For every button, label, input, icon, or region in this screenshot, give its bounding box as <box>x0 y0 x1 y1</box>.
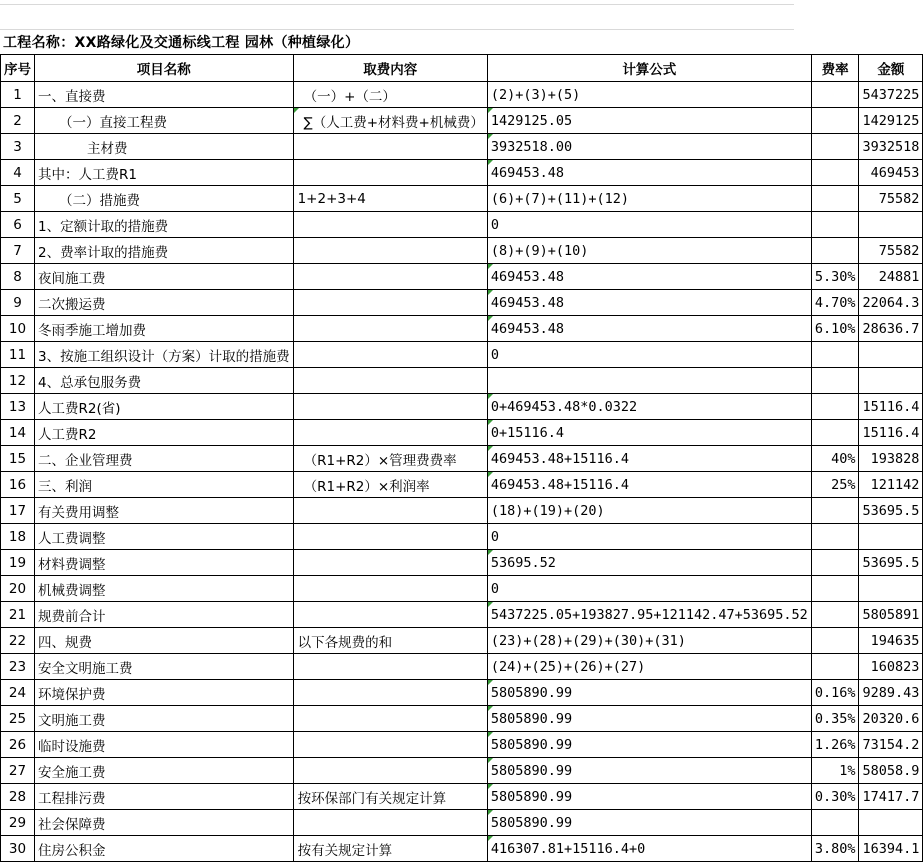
header-name[interactable]: 项目名称 <box>35 55 294 82</box>
cell-rate[interactable] <box>811 342 859 368</box>
cell-rate[interactable]: 25% <box>811 472 859 498</box>
cell-formula[interactable]: 53695.52 <box>487 550 811 576</box>
cell-seq[interactable]: 18 <box>1 524 35 550</box>
header-seq[interactable]: 序号 <box>1 55 35 82</box>
cell-name[interactable]: 安全文明施工费 <box>35 654 294 680</box>
cell-name[interactable]: 机械费调整 <box>35 576 294 602</box>
cell-name[interactable]: 2、费率计取的措施费 <box>35 238 294 264</box>
table-row <box>1 758 923 784</box>
cell-content[interactable]: ∑（人工费+材料费+机械费） <box>293 108 487 134</box>
cell-formula[interactable]: (8)+(9)+(10) <box>487 238 811 264</box>
cell-rate[interactable] <box>811 134 859 160</box>
cell-formula[interactable]: 469453.48+15116.4 <box>487 446 811 472</box>
cell-formula[interactable]: (18)+(19)+(20) <box>487 498 811 524</box>
cell-name[interactable]: 二、企业管理费 <box>35 446 294 472</box>
cell-seq[interactable]: 3 <box>1 134 35 160</box>
cell-name[interactable]: 其中：人工费R1 <box>35 160 294 186</box>
cell-content[interactable] <box>293 732 487 758</box>
table-row <box>1 290 923 316</box>
cell-rate[interactable]: 0.16% <box>811 680 859 706</box>
cell-seq[interactable]: 28 <box>1 784 35 810</box>
cell-content[interactable] <box>293 576 487 602</box>
cell-seq[interactable]: 4 <box>1 160 35 186</box>
cell-amount[interactable] <box>859 810 923 836</box>
cell-seq[interactable]: 19 <box>1 550 35 576</box>
cell-rate[interactable] <box>811 160 859 186</box>
cell-amount[interactable] <box>859 212 923 238</box>
cell-amount[interactable]: 193828 <box>859 446 923 472</box>
table-row <box>1 82 923 108</box>
header-content[interactable]: 取费内容 <box>293 55 487 82</box>
cell-seq[interactable]: 2 <box>1 108 35 134</box>
cell-rate[interactable] <box>811 212 859 238</box>
cell-name[interactable]: 一、直接费 <box>35 82 294 108</box>
cell-amount[interactable]: 160823 <box>859 654 923 680</box>
cell-amount[interactable] <box>859 576 923 602</box>
table-row <box>1 576 923 602</box>
cell-content[interactable] <box>293 550 487 576</box>
cell-name[interactable]: 社会保障费 <box>35 810 294 836</box>
cell-amount[interactable]: 28636.7 <box>859 316 923 342</box>
header-amount[interactable]: 金额 <box>859 55 923 82</box>
table-row <box>1 368 923 394</box>
cell-amount[interactable]: 194635 <box>859 628 923 654</box>
cell-name[interactable]: 四、规费 <box>35 628 294 654</box>
cell-name[interactable]: 工程排污费 <box>35 784 294 810</box>
cell-content[interactable]: 按有关规定计算 <box>293 836 487 862</box>
table-row <box>1 446 923 472</box>
cell-content[interactable] <box>293 160 487 186</box>
cell-amount[interactable]: 20320.6 <box>859 706 923 732</box>
cell-rate[interactable]: 1% <box>811 758 859 784</box>
cell-seq[interactable]: 27 <box>1 758 35 784</box>
cell-amount[interactable] <box>859 524 923 550</box>
cell-seq[interactable]: 13 <box>1 394 35 420</box>
cell-rate[interactable] <box>811 82 859 108</box>
table-row <box>1 550 923 576</box>
cell-amount[interactable]: 121142 <box>859 472 923 498</box>
cell-content[interactable] <box>293 394 487 420</box>
cell-content[interactable] <box>293 810 487 836</box>
table-row <box>1 732 923 758</box>
cell-formula[interactable]: 0 <box>487 524 811 550</box>
cell-amount[interactable] <box>859 368 923 394</box>
cell-content[interactable] <box>293 680 487 706</box>
cell-formula[interactable]: 0+469453.48*0.0322 <box>487 394 811 420</box>
cell-name[interactable]: 规费前合计 <box>35 602 294 628</box>
table-row <box>1 186 923 212</box>
table-row <box>1 212 923 238</box>
gridline <box>0 29 794 30</box>
table-row <box>1 342 923 368</box>
cell-name[interactable]: 住房公积金 <box>35 836 294 862</box>
cell-rate[interactable] <box>811 394 859 420</box>
cell-formula[interactable]: 469453.48+15116.4 <box>487 472 811 498</box>
cell-formula[interactable]: 5805890.99 <box>487 810 811 836</box>
header-row <box>1 55 923 82</box>
cell-seq[interactable]: 21 <box>1 602 35 628</box>
cell-formula[interactable] <box>487 368 811 394</box>
table-row <box>1 238 923 264</box>
cell-amount[interactable]: 75582 <box>859 186 923 212</box>
cell-formula[interactable]: (23)+(28)+(29)+(30)+(31) <box>487 628 811 654</box>
cell-seq[interactable]: 7 <box>1 238 35 264</box>
table-row <box>1 264 923 290</box>
cell-seq[interactable]: 26 <box>1 732 35 758</box>
cell-name[interactable]: 主材费 <box>35 134 294 160</box>
cell-seq[interactable]: 16 <box>1 472 35 498</box>
cell-content[interactable]: （一）+（二） <box>293 82 487 108</box>
cell-name[interactable]: 人工费R2 <box>35 420 294 446</box>
cell-amount[interactable]: 5437225 <box>859 82 923 108</box>
cell-rate[interactable] <box>811 498 859 524</box>
cell-formula[interactable]: 469453.48 <box>487 264 811 290</box>
cell-content[interactable] <box>293 654 487 680</box>
cell-content[interactable] <box>293 420 487 446</box>
cell-amount[interactable]: 22064.3 <box>859 290 923 316</box>
table-row <box>1 316 923 342</box>
cell-content[interactable] <box>293 602 487 628</box>
sheet-top-gridlines <box>0 0 794 32</box>
cell-seq[interactable]: 8 <box>1 264 35 290</box>
cell-formula[interactable]: 469453.48 <box>487 290 811 316</box>
cell-seq[interactable]: 12 <box>1 368 35 394</box>
cell-formula[interactable]: 5437225.05+193827.95+121142.47+53695.52 <box>487 602 811 628</box>
table-row <box>1 160 923 186</box>
cell-name[interactable]: 环境保护费 <box>35 680 294 706</box>
cell-seq[interactable]: 17 <box>1 498 35 524</box>
cell-content[interactable] <box>293 212 487 238</box>
cell-content[interactable]: 1+2+3+4 <box>293 186 487 212</box>
cell-seq[interactable]: 9 <box>1 290 35 316</box>
cell-seq[interactable]: 25 <box>1 706 35 732</box>
cell-formula[interactable]: 1429125.05 <box>487 108 811 134</box>
cell-content[interactable] <box>293 706 487 732</box>
cell-name[interactable]: 材料费调整 <box>35 550 294 576</box>
gridline <box>0 4 794 5</box>
table-body <box>1 82 923 862</box>
cell-content[interactable] <box>293 758 487 784</box>
cell-content[interactable] <box>293 264 487 290</box>
cell-content[interactable]: （R1+R2）×利润率 <box>293 472 487 498</box>
cell-formula[interactable]: (6)+(7)+(11)+(12) <box>487 186 811 212</box>
cell-seq[interactable]: 29 <box>1 810 35 836</box>
cell-content[interactable] <box>293 342 487 368</box>
cell-formula[interactable]: 5805890.99 <box>487 706 811 732</box>
cell-name[interactable]: 1、定额计取的措施费 <box>35 212 294 238</box>
cell-rate[interactable] <box>811 628 859 654</box>
cell-name[interactable]: 文明施工费 <box>35 706 294 732</box>
table-row <box>1 680 923 706</box>
table-row <box>1 628 923 654</box>
cell-formula[interactable]: (24)+(25)+(26)+(27) <box>487 654 811 680</box>
cell-amount[interactable]: 24881 <box>859 264 923 290</box>
cell-formula[interactable]: 0+15116.4 <box>487 420 811 446</box>
cell-content[interactable] <box>293 238 487 264</box>
cell-name[interactable]: 冬雨季施工增加费 <box>35 316 294 342</box>
cell-rate[interactable]: 4.70% <box>811 290 859 316</box>
cell-seq[interactable]: 10 <box>1 316 35 342</box>
table-row <box>1 836 923 862</box>
cell-seq[interactable]: 11 <box>1 342 35 368</box>
cell-rate[interactable] <box>811 550 859 576</box>
cell-formula[interactable]: 3932518.00 <box>487 134 811 160</box>
cell-rate[interactable] <box>811 368 859 394</box>
cell-seq[interactable]: 15 <box>1 446 35 472</box>
cell-amount[interactable]: 1429125 <box>859 108 923 134</box>
cell-rate[interactable]: 6.10% <box>811 316 859 342</box>
cell-amount[interactable]: 15116.4 <box>859 394 923 420</box>
cell-amount[interactable]: 3932518 <box>859 134 923 160</box>
cell-name[interactable]: 人工费R2(省) <box>35 394 294 420</box>
cell-seq[interactable]: 5 <box>1 186 35 212</box>
cell-rate[interactable] <box>811 524 859 550</box>
cell-name[interactable]: 3、按施工组织设计（方案）计取的措施费 <box>35 342 294 368</box>
cell-content[interactable] <box>293 524 487 550</box>
table-row <box>1 810 923 836</box>
table-row <box>1 784 923 810</box>
cell-name[interactable]: 4、总承包服务费 <box>35 368 294 394</box>
cell-formula[interactable]: 5805890.99 <box>487 732 811 758</box>
table-row <box>1 706 923 732</box>
cell-name[interactable]: 夜间施工费 <box>35 264 294 290</box>
cell-content[interactable]: （R1+R2）×管理费费率 <box>293 446 487 472</box>
cell-formula[interactable]: 469453.48 <box>487 160 811 186</box>
cell-content[interactable] <box>293 290 487 316</box>
cell-seq[interactable]: 20 <box>1 576 35 602</box>
cell-content[interactable]: 以下各规费的和 <box>293 628 487 654</box>
cell-rate[interactable] <box>811 602 859 628</box>
cell-rate[interactable] <box>811 420 859 446</box>
cell-rate[interactable] <box>811 654 859 680</box>
cell-rate[interactable]: 1.26% <box>811 732 859 758</box>
cell-seq[interactable]: 30 <box>1 836 35 862</box>
cell-content[interactable] <box>293 316 487 342</box>
cell-name[interactable]: 临时设施费 <box>35 732 294 758</box>
cell-content[interactable]: 按环保部门有关规定计算 <box>293 784 487 810</box>
cell-amount[interactable]: 53695.5 <box>859 550 923 576</box>
table-row <box>1 472 923 498</box>
cell-name[interactable]: 有关费用调整 <box>35 498 294 524</box>
cell-amount[interactable]: 75582 <box>859 238 923 264</box>
sheet-title: 工程名称：XX路绿化及交通标线工程 园林（种植绿化） <box>3 35 360 51</box>
cell-formula[interactable]: 0 <box>487 576 811 602</box>
cell-formula[interactable]: 469453.48 <box>487 316 811 342</box>
cell-name[interactable]: （二）措施费 <box>35 186 294 212</box>
cell-rate[interactable]: 0.35% <box>811 706 859 732</box>
header-formula[interactable]: 计算公式 <box>487 55 811 82</box>
cell-rate[interactable] <box>811 576 859 602</box>
cell-rate[interactable] <box>811 108 859 134</box>
table-row <box>1 420 923 446</box>
cell-amount[interactable]: 9289.43 <box>859 680 923 706</box>
table-row <box>1 602 923 628</box>
cell-amount[interactable] <box>859 342 923 368</box>
cell-amount[interactable]: 58058.9 <box>859 758 923 784</box>
cell-content[interactable] <box>293 368 487 394</box>
cell-formula[interactable]: 416307.81+15116.4+0 <box>487 836 811 862</box>
cell-name[interactable]: （一）直接工程费 <box>35 108 294 134</box>
cell-content[interactable] <box>293 134 487 160</box>
cell-rate[interactable] <box>811 238 859 264</box>
cell-formula[interactable]: 5805890.99 <box>487 784 811 810</box>
cell-amount[interactable]: 5805891 <box>859 602 923 628</box>
cell-amount[interactable]: 15116.4 <box>859 420 923 446</box>
cell-amount[interactable]: 53695.5 <box>859 498 923 524</box>
table-row <box>1 654 923 680</box>
cell-name[interactable]: 三、利润 <box>35 472 294 498</box>
cell-name[interactable]: 二次搬运费 <box>35 290 294 316</box>
cell-seq[interactable]: 14 <box>1 420 35 446</box>
table-row <box>1 394 923 420</box>
cell-formula[interactable]: 0 <box>487 342 811 368</box>
cell-seq[interactable]: 6 <box>1 212 35 238</box>
cost-table <box>0 54 923 862</box>
cell-rate[interactable]: 0.30% <box>811 784 859 810</box>
cell-rate[interactable]: 40% <box>811 446 859 472</box>
cell-rate[interactable]: 5.30% <box>811 264 859 290</box>
table-row <box>1 524 923 550</box>
cell-seq[interactable]: 1 <box>1 82 35 108</box>
cell-rate[interactable]: 3.80% <box>811 836 859 862</box>
table-row <box>1 134 923 160</box>
header-rate[interactable]: 费率 <box>811 55 859 82</box>
cell-rate[interactable] <box>811 186 859 212</box>
cell-formula[interactable]: 5805890.99 <box>487 680 811 706</box>
cell-name[interactable]: 人工费调整 <box>35 524 294 550</box>
cell-amount[interactable]: 73154.2 <box>859 732 923 758</box>
cell-seq[interactable]: 24 <box>1 680 35 706</box>
table-row <box>1 108 923 134</box>
cell-rate[interactable] <box>811 810 859 836</box>
cell-name[interactable]: 安全施工费 <box>35 758 294 784</box>
cell-formula[interactable]: 0 <box>487 212 811 238</box>
cell-formula[interactable]: 5805890.99 <box>487 758 811 784</box>
cell-amount[interactable]: 16394.1 <box>859 836 923 862</box>
cell-content[interactable] <box>293 498 487 524</box>
cell-seq[interactable]: 22 <box>1 628 35 654</box>
cell-amount[interactable]: 469453 <box>859 160 923 186</box>
table-row <box>1 498 923 524</box>
cell-seq[interactable]: 23 <box>1 654 35 680</box>
cell-formula[interactable]: (2)+(3)+(5) <box>487 82 811 108</box>
cell-amount[interactable]: 17417.7 <box>859 784 923 810</box>
